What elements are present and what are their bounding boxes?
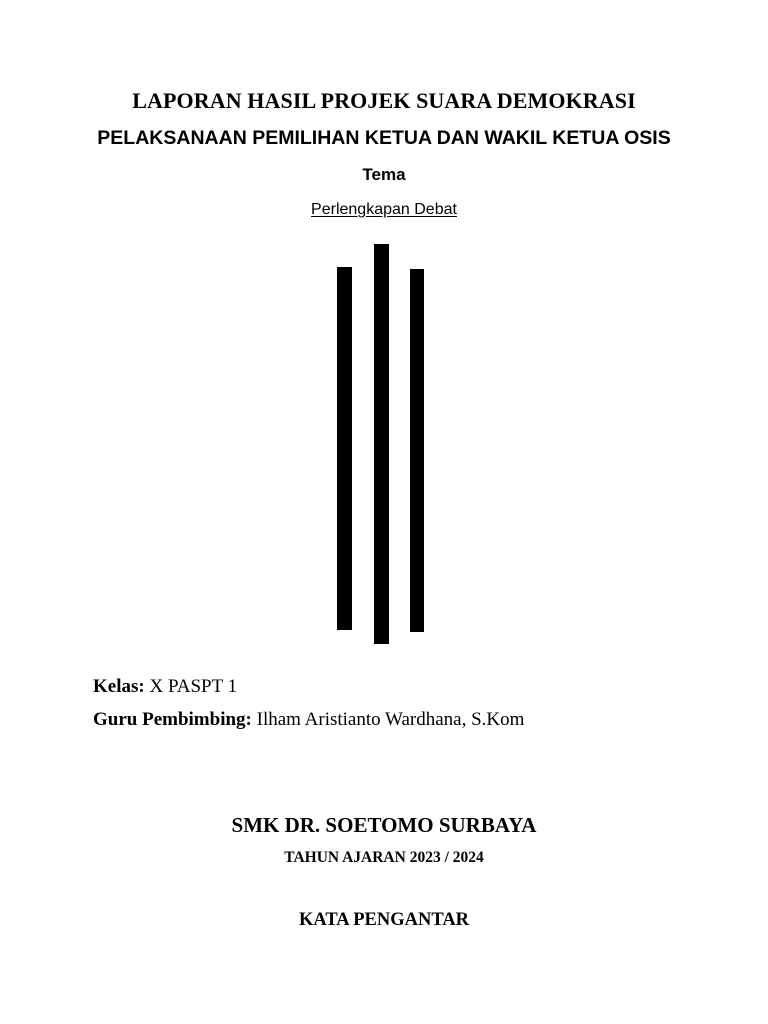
class-value: X PASPT 1 [149, 676, 238, 697]
teacher-label: Guru Pembimbing: [93, 709, 252, 730]
decorative-bar-right [410, 269, 424, 632]
decorative-bar-left [337, 267, 352, 630]
decorative-bar-middle [374, 244, 389, 644]
theme-label: Tema [362, 165, 406, 184]
class-info [93, 676, 237, 698]
theme-value: Perlengkapan Debat [311, 201, 457, 218]
teacher-value: Ilham Aristianto Wardhana, S.Kom [256, 709, 525, 730]
report-title: LAPORAN HASIL PROJEK SUARA DEMOKRASI [132, 88, 636, 113]
foreword-heading: KATA PENGANTAR [298, 910, 470, 930]
academic-year: TAHUN AJARAN 2023 / 2024 [284, 849, 484, 866]
teacher-info [93, 709, 524, 731]
school-name: SMK DR. SOETOMO SURBAYA [231, 813, 537, 837]
report-subtitle: PELAKSANAAN PEMILIHAN KETUA DAN WAKIL KETUA OSIS [97, 127, 671, 149]
class-label: Kelas: [93, 676, 145, 697]
